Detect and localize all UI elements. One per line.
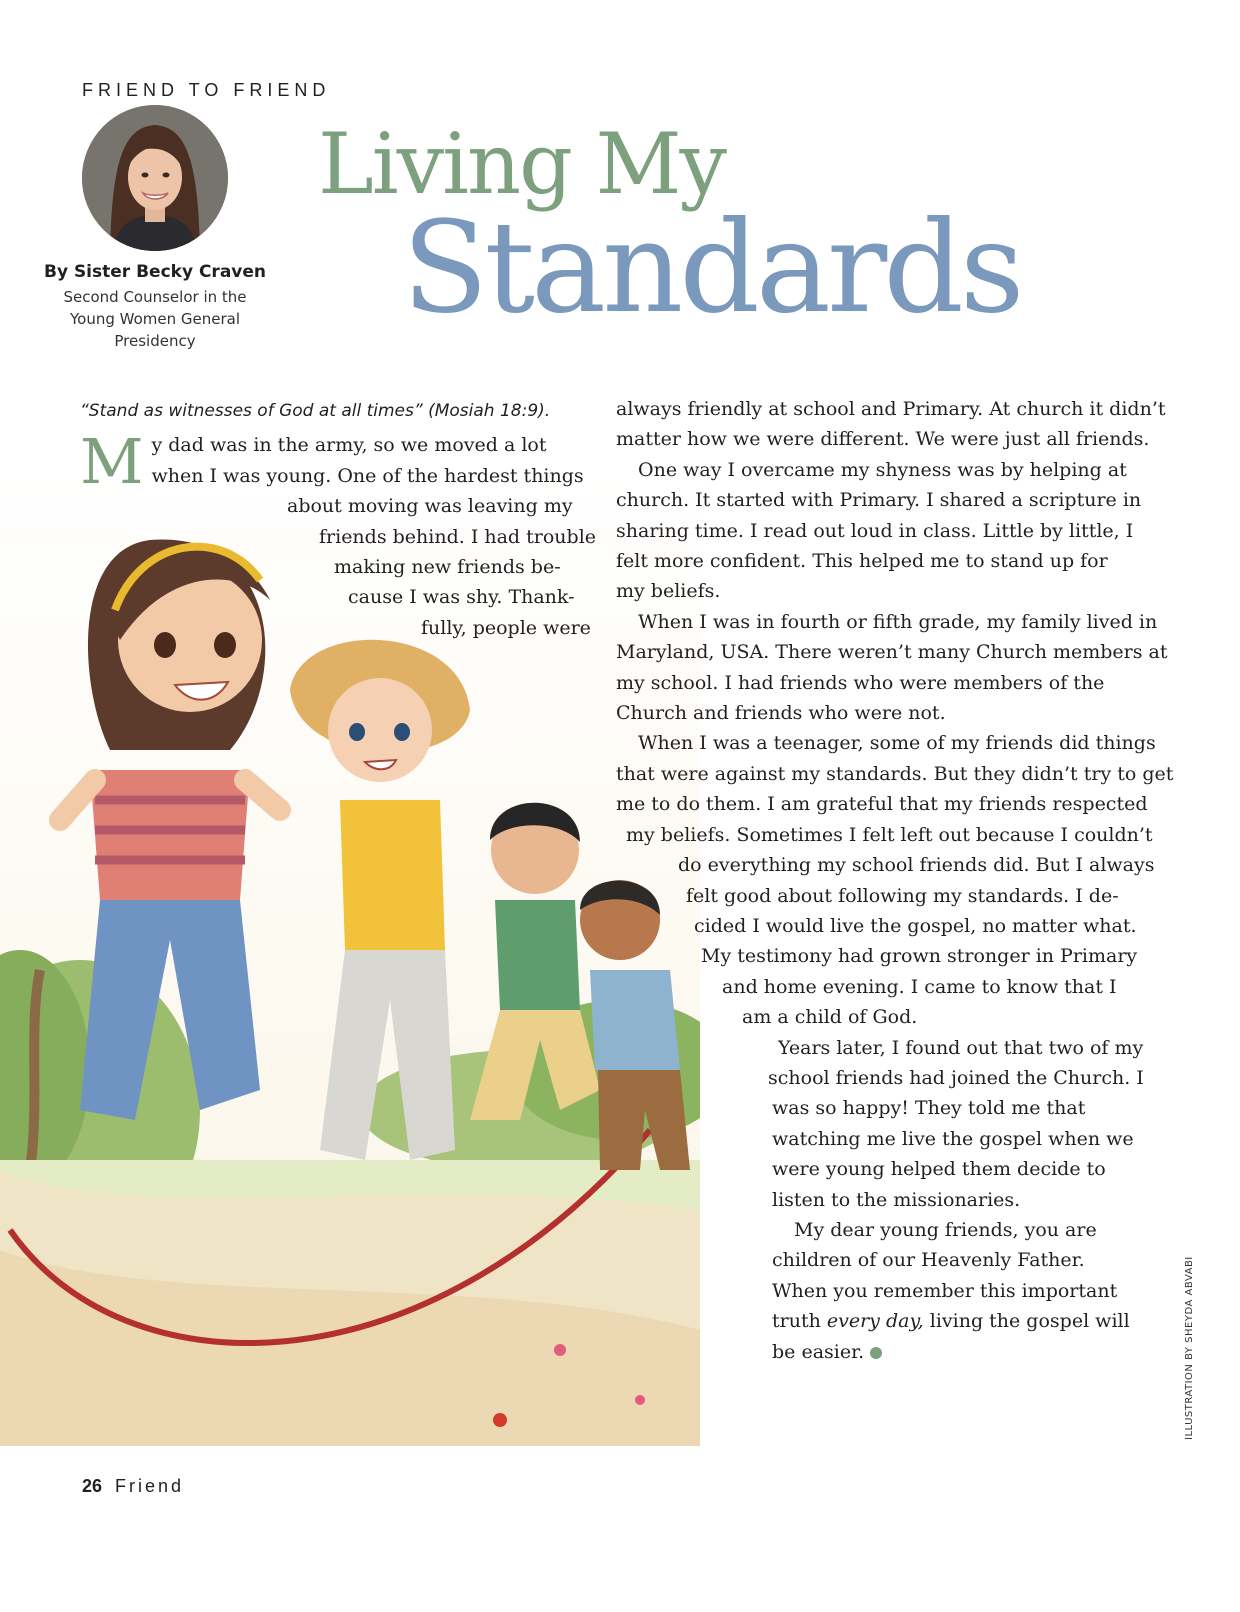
text-line: me to do them. I am grateful that my friends respected: [616, 793, 1148, 816]
text-line: am a child of God.: [742, 1006, 918, 1029]
author-name: By Sister Becky Craven: [43, 262, 267, 282]
text-line: school friends had joined the Church. I: [768, 1066, 1144, 1089]
text-fragment: be easier.: [772, 1340, 865, 1363]
epigraph: “Stand as witnesses of God at all times” (Mosiah 18:9).: [80, 401, 551, 421]
text-line: that were against my standards. But they didn’t try to get: [616, 762, 1174, 785]
text-line: Years later, I found out that two of my: [778, 1036, 1144, 1059]
text-line: about moving was leaving my: [287, 495, 573, 518]
text-line: Church and friends who were not.: [616, 702, 946, 725]
text-line: making new friends be-: [334, 556, 561, 579]
text-line: fully, people were: [421, 616, 591, 639]
text-line: When I was a teenager, some of my friends did things: [638, 732, 1156, 755]
text-line: felt more confident. This helped me to stand up for: [616, 550, 1108, 573]
text-line: One way I overcame my shyness was by helping at: [638, 458, 1127, 481]
text-line: cided I would live the gospel, no matter what.: [694, 914, 1137, 937]
author-role-line: Second Counselor in the: [63, 288, 247, 306]
text-line: felt good about following my standards. I de-: [686, 884, 1119, 907]
text-fragment: truth: [772, 1310, 821, 1333]
page-number: 26: [82, 1476, 103, 1496]
text-line: church. It started with Primary. I shared a scripture in: [616, 489, 1142, 512]
text-line: [616, 1337, 1136, 1367]
text-line: do everything my school friends did. But I always: [678, 854, 1155, 877]
text-line: my beliefs.: [616, 580, 721, 603]
text-line: were young helped them decide to: [772, 1158, 1106, 1181]
text-line: y dad was in the army, so we moved a lot: [151, 434, 547, 457]
text-line: children of our Heavenly Father.: [772, 1249, 1085, 1272]
text-line: always friendly at school and Primary. At church it didn’t: [616, 398, 1166, 420]
text-line: When I was in fourth or fifth grade, my family lived in: [638, 610, 1158, 633]
title-line-1: Living My: [318, 115, 726, 213]
text-line: my beliefs. Sometimes I felt left out because I couldn’t: [626, 823, 1153, 846]
text-line: listen to the missionaries.: [772, 1188, 1021, 1211]
text-line: friends behind. I had trouble: [319, 525, 597, 548]
text-line: was so happy! They told me that: [772, 1097, 1086, 1120]
title-line-2: Standards: [402, 194, 1021, 341]
illustration-credit: ILLUSTRATION BY SHEYDA ABVABI: [1184, 1256, 1195, 1440]
author-role-line: Presidency: [114, 332, 196, 350]
text-line: my school. I had friends who were members of the: [616, 671, 1105, 694]
author-byline: [40, 262, 270, 352]
end-mark-icon: [870, 1347, 882, 1359]
text-line: cause I was shy. Thank-: [348, 586, 575, 609]
text-line: My testimony had grown stronger in Primary: [701, 945, 1138, 968]
text-line: [616, 1306, 1136, 1336]
text-line: sharing time. I read out loud in class. Little by little, I: [616, 519, 1134, 542]
section-kicker: FRIEND TO FRIEND: [82, 80, 331, 100]
text-line: when I was young. One of the hardest things: [151, 464, 584, 487]
text-line: and home evening. I came to know that I: [722, 975, 1117, 998]
text-line: When you remember this important: [772, 1279, 1118, 1302]
text-line: My dear young friends, you are: [794, 1218, 1097, 1241]
author-portrait: [82, 105, 228, 251]
text-fragment: living the gospel will: [929, 1310, 1130, 1333]
article-column-2: [616, 394, 1174, 1367]
text-line: Maryland, USA. There weren’t many Church members at: [616, 641, 1168, 664]
drop-cap: M: [80, 425, 144, 499]
text-line: watching me live the gospel when we: [772, 1127, 1134, 1150]
article-column-1: [80, 396, 597, 643]
page-footer: [82, 1476, 184, 1497]
author-role-line: Young Women General: [69, 310, 240, 328]
emphasis-every-day: every day,: [826, 1310, 924, 1333]
magazine-name: Friend: [115, 1476, 185, 1496]
text-line: matter how we were different. We were just all friends.: [616, 428, 1150, 451]
author-role: [40, 286, 270, 352]
